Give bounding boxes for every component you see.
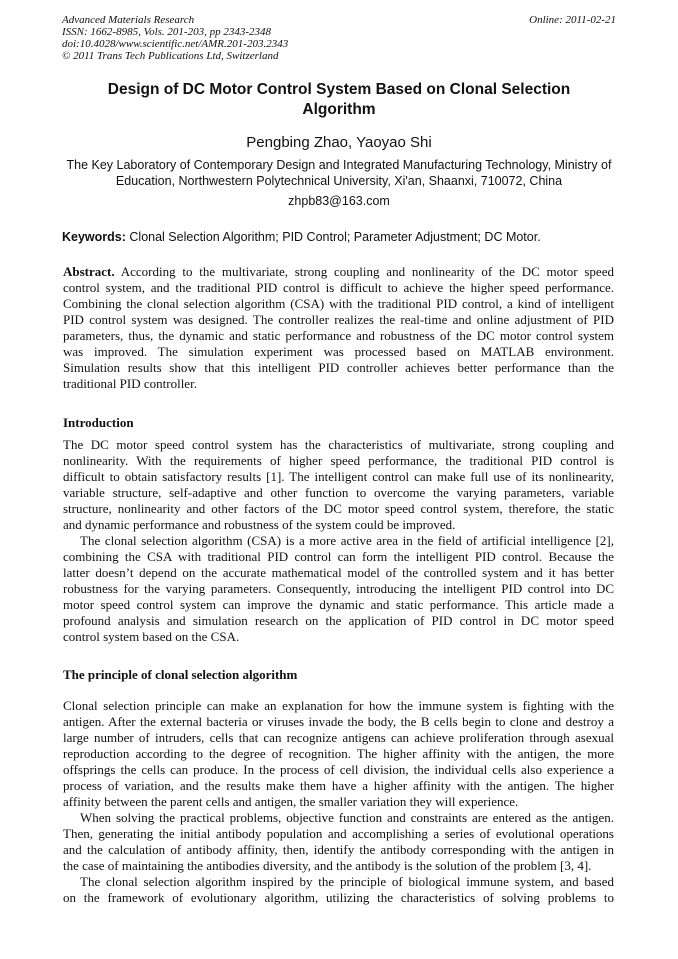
section-body	[63, 437, 614, 645]
text-line: Clonal selection principle can make an explanation for how the immune system is fighting with the	[63, 698, 614, 713]
text-line: Then, generating the initial antibody population and accomplishing a series of evolutional operations	[63, 826, 614, 841]
affiliation	[40, 157, 638, 189]
text-line: profound analysis and simulation research on the application of PID control in DC motor speed	[63, 613, 614, 628]
abstract-text: According to the multivariate, strong coupling and nonlinearity of the DC motor speed	[120, 264, 614, 279]
online-date: Online: 2011-02-21	[529, 14, 616, 26]
text-line: combining the CSA with traditional PID control can form the intelligent PID control. Because the	[63, 549, 614, 564]
paper-title	[40, 80, 638, 120]
authors: Pengbing Zhao, Yaoyao Shi	[246, 134, 432, 151]
section-body	[63, 698, 614, 906]
section-heading: The principle of clonal selection algorithm	[63, 667, 298, 682]
title-line: Design of DC Motor Control System Based on Clonal Selection	[107, 81, 571, 98]
affiliation-line: The Key Laboratory of Contemporary Design and Integrated Manufacturing Technology, Ministry of	[66, 158, 612, 172]
keywords-text: Clonal Selection Algorithm; PID Control; Parameter Adjustment; DC Motor.	[129, 230, 541, 244]
text-line: and dynamic performance and robustness of the system could be improved.	[63, 517, 456, 532]
text-line: parameters, thus, the dynamic and static performance and robustness of the DC motor control system	[63, 328, 614, 343]
text-line: control system based on the CSA.	[63, 629, 240, 644]
keywords	[62, 230, 541, 244]
section-heading: Introduction	[63, 415, 134, 430]
text-line: When solving the practical problems, objective function and constraints are entered as the antigen.	[80, 810, 614, 825]
text-line: traditional PID controller.	[63, 376, 197, 391]
text-line: difficult to obtain satisfactory results [1]. The intelligent control can make full use of its nonlinearity,	[63, 469, 614, 484]
text-line: latter doesn’t depend on the accurate mathematical model of the controlled system and it has better	[63, 565, 614, 580]
text-line: affinity between the parent cells and antigen, the smaller variation they will experience.	[63, 794, 519, 809]
text-line: The DC motor speed control system has the characteristics of multivariate, strong coupling and	[63, 437, 614, 452]
doi: doi:10.4028/www.scientific.net/AMR.201-203.2343	[62, 38, 289, 50]
text-line: antigen. After the external bacteria or viruses invade the body, the B cells begin to clone and destroy a	[63, 714, 614, 729]
text-line: motor speed control system can improve the dynamic and static performance. This article made a	[63, 597, 614, 612]
text-line: and the calculation of antibody affinity, then, identify the antibody corresponding with the antigen in	[63, 842, 614, 857]
text-line: PID control system was designed. The controller realizes the real-time and online adjustment of PID	[63, 312, 614, 327]
text-line: Simulation results show that this intelligent PID controller achieves better performance than the	[63, 360, 614, 375]
abstract-label: Abstract.	[63, 264, 115, 279]
text-line: The clonal selection algorithm (CSA) is a more active area in the field of artificial intelligence [2],	[80, 533, 614, 548]
text-line: was improved. The simulation experiment was processed based on MATLAB environment.	[63, 344, 614, 359]
abstract	[63, 264, 614, 392]
text-line: structure, nonlinearity and other factors of the DC motor speed control system, therefore, the static	[63, 501, 614, 516]
journal-header	[62, 14, 288, 62]
copyright: © 2011 Trans Tech Publications Ltd, Switzerland	[62, 50, 279, 62]
author-email[interactable]: zhpb83@163.com	[288, 194, 390, 208]
affiliation-line: Education, Northwestern Polytechnical University, Xi'an, Shaanxi, 710072, China	[115, 174, 563, 188]
journal-name: Advanced Materials Research	[62, 14, 195, 26]
issn: ISSN: 1662-8985, Vols. 201-203, pp 2343-2348	[62, 26, 271, 38]
keywords-label: Keywords:	[62, 230, 126, 244]
text-line: the case of maintaining the antibodies diversity, and the antibody is the solution of the problem [3, 4].	[63, 858, 592, 873]
text-line: The clonal selection algorithm inspired by the principle of biological immune system, and based	[80, 874, 614, 889]
title-line: Algorithm	[302, 101, 376, 118]
text-line: nonlinearity. With the requirements of higher speed performance, the traditional PID control is	[63, 453, 614, 468]
text-line: control system, and the traditional PID control is difficult to achieve the higher speed performance.	[63, 280, 614, 295]
text-line: robustness for the varying parameters. Consequently, introducing the intelligent PID control into DC	[63, 581, 614, 596]
text-line: variable structure, self-adaptive and other function to overcome the varying parameters, variable	[63, 485, 614, 500]
text-line: Combining the clonal selection algorithm (CSA) with the traditional PID control, a kind of intelligent	[63, 296, 614, 311]
text-line: large number of intruders, cells that can recognize antigens can achieve proliferation through asexual	[63, 730, 614, 745]
text-line: process of variation, and the results make them have a higher affinity with the antigen. The higher	[63, 778, 614, 793]
abstract-line	[63, 264, 614, 280]
text-line: on the framework of evolutionary algorithm, utilizing the characteristics of solving problems to	[63, 890, 614, 905]
text-line: reproduction according to the degree of recognition. The higher affinity with the antigen, the more	[63, 746, 614, 761]
text-line: offsprings the cells can produce. In the process of cell division, the individual cells also experience a	[63, 762, 614, 777]
